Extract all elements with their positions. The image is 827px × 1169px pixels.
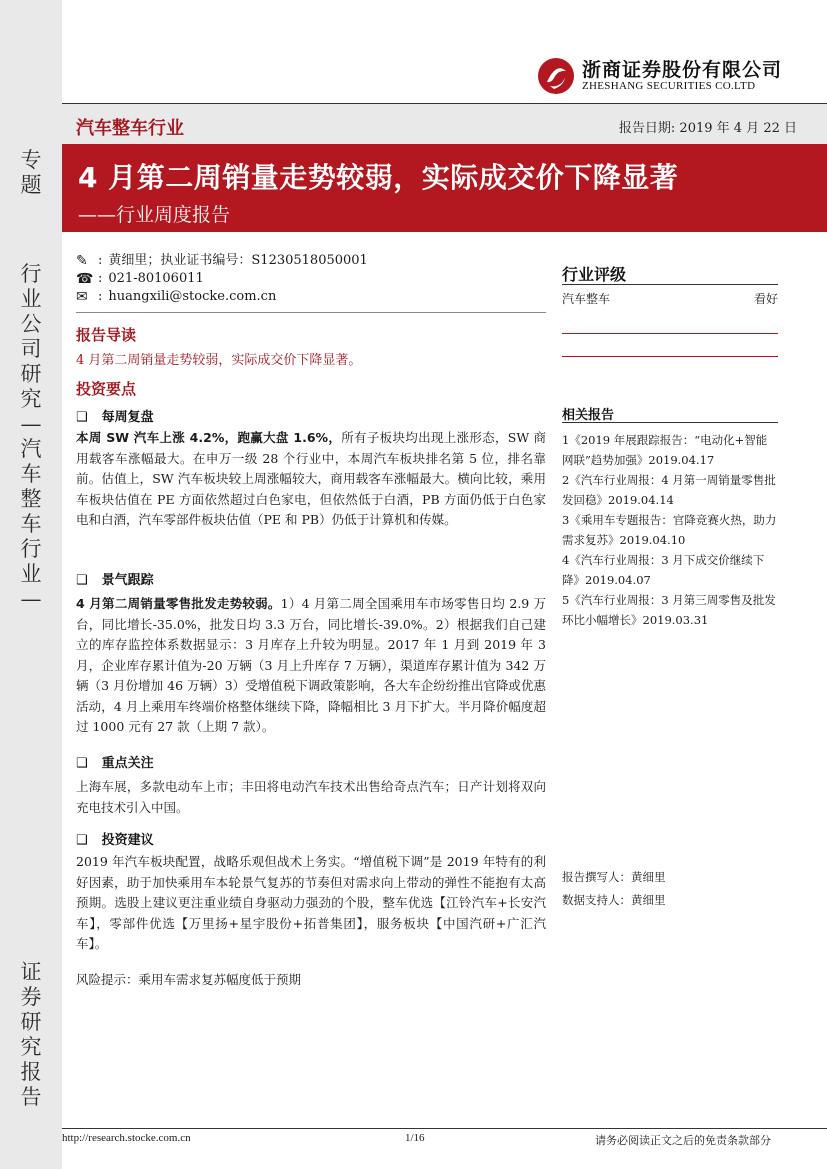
rating-divider [562, 284, 778, 285]
weekly-paragraph: 本周 SW 汽车上涨 4.2%，跑赢大盘 1.6%，所有子板块均出现上涨形态，SW 商用载客车涨幅最大。在申万一级 28 个行业中，本周汽车板块排名第 5 位，排名靠前。估值上，SW 汽车板块较上周涨幅较大，商用载客车涨幅最大。横向比较，乘用车板块估值在 PE 方面依然超过白色家电，但依然低于白酒，PB 方面仍低于白色家电和白酒，汽车零部件板块估值（PE 和 PB）仍低于计算机和传媒。 [76, 430, 546, 527]
rating-value: 看好 [753, 292, 778, 306]
points-heading: 投资要点 [76, 380, 137, 398]
rating-rule-1 [562, 333, 778, 334]
boom-heading: ❑ 景气跟踪 [76, 573, 154, 588]
report-writer: 报告撰写人：黄细里 [562, 870, 666, 884]
company-logo [536, 56, 782, 96]
author-phone: 021-80106011 [108, 271, 204, 286]
checkbox-icon: ❑ [76, 756, 88, 771]
related-heading: 相关报告 [562, 408, 615, 423]
lead-text: 4 月第二周销量走势较弱，实际成交价下降显著。 [76, 353, 362, 368]
sidebar-label-category: 行业公司研究—汽车整车行业— [20, 262, 42, 611]
related-report-item[interactable]: 3《乘用车专题报告：官降竞赛火热，助力需求复苏》2019.04.10 [562, 513, 777, 547]
related-report-item[interactable]: 5《汽车行业周报：3 月第三周零售及批发环比小幅增长》2019.03.31 [562, 593, 776, 627]
checkbox-icon: ❑ [76, 410, 88, 425]
checkbox-icon: ❑ [76, 573, 88, 588]
page-title: 4 月第二周销量走势较弱，实际成交价下降显著 [78, 161, 679, 194]
credits [562, 866, 666, 912]
related-report-item[interactable]: 1《2019 年展跟踪报告：“电动化+智能网联”趋势加强》2019.04.17 [562, 433, 768, 467]
page-subtitle: ——行业周度报告 [78, 204, 231, 226]
rating-sector: 汽车整车 [562, 292, 611, 306]
sidebar-label-report-type: 证券研究报告 [20, 960, 42, 1109]
related-list [562, 430, 778, 630]
rating-row [562, 290, 778, 307]
rating-rule-2 [562, 356, 778, 357]
related-report-item[interactable]: 2《汽车行业周报：4 月第一周销量零售批发回稳》2019.04.14 [562, 473, 776, 507]
author-email[interactable]: huangxili@stocke.com.cn [108, 289, 277, 304]
company-name-en: ZHESHANG SECURITIES CO.LTD [582, 79, 756, 92]
footer-divider [62, 1128, 827, 1129]
news-paragraph: 上海车展，多款电动车上市；丰田将电动汽车技术出售给奇点汽车；日产计划将双向充电技术引入中国。 [76, 779, 546, 815]
related-divider [562, 422, 778, 423]
boom-paragraph: 4 月第二周销量零售批发走势较弱。1）4 月第二周全国乘用车市场零售日均 2.9 万台，同比增长-35.0%，批发日均 3.3 万台，同比增长-39.0%。2）根据我们自己建立的库存监控体系数据显示：3 月库存上升较为明显。2017 年 1 月到 2019 年 3 月，企业库存累计值为-20 万辆（3 月上升库存 7 万辆），渠道库存累计值为 342 万辆（3 月份增加 46 万辆）3）受增值税下调政策影响，各大车企纷纷推出官降或优惠活动，4 月上乘用车终端价格整体继续下降，降幅相比 3 月下扩大。半月降价幅度超过 1000 元有 27 款（上期 7 款）。 [76, 596, 546, 734]
author-name: 黄细里；执业证书编号：S1230518050001 [108, 253, 368, 268]
industry-title: 汽车整车行业 [76, 118, 184, 139]
related-report-item[interactable]: 4《汽车行业周报：3 月下成交价继续下降》2019.04.07 [562, 553, 765, 587]
advice-heading: ❑ 投资建议 [76, 833, 154, 848]
data-supporter: 数据支持人：黄细里 [562, 893, 666, 907]
report-date: 报告日期: 2019 年 4 月 22 日 [618, 121, 797, 136]
disclaimer-note: 请务必阅读正文之后的免责条款部分 [595, 1134, 771, 1147]
page-number: 1/16 [405, 1132, 425, 1144]
pen-icon: ✎ [76, 253, 88, 269]
mail-icon: ✉ [76, 289, 88, 305]
weekly-heading: ❑ 每周复盘 [76, 410, 154, 425]
footer-url-link[interactable]: http://research.stocke.com.cn [62, 1132, 191, 1144]
advice-paragraph: 2019 年汽车板块配置，战略乐观但战术上务实。“增值税下调”是 2019 年特有的利好因素，助于加快乘用车本轮景气复苏的节奏但对需求向上带动的弹性不能抱有太高预期。选股上建议更注重业绩自身驱动力强劲的个股，整车优选【江铃汽车+长安汽车】，零部件优选【万里扬+星宇股份+拓普集团】，服务板块【中国汽研+广汇汽车】。 [76, 854, 546, 951]
company-logo-icon [536, 56, 576, 96]
checkbox-icon: ❑ [76, 833, 88, 848]
risk-note: 风险提示：乘用车需求复苏幅度低于预期 [76, 972, 302, 987]
sidebar-label-topic: 专题 [20, 148, 42, 197]
author-divider [76, 312, 546, 313]
rating-heading: 行业评级 [562, 265, 627, 284]
author-block: ✎ : 黄细里；执业证书编号：S1230518050001 ☎ : 021-80106011 ✉ : huangxili@stocke.com.cn [76, 253, 368, 305]
phone-icon: ☎ [76, 271, 94, 287]
lead-heading: 报告导读 [76, 326, 137, 344]
news-heading: ❑ 重点关注 [76, 756, 154, 771]
company-name-cn: 浙商证券股份有限公司 [582, 58, 783, 81]
